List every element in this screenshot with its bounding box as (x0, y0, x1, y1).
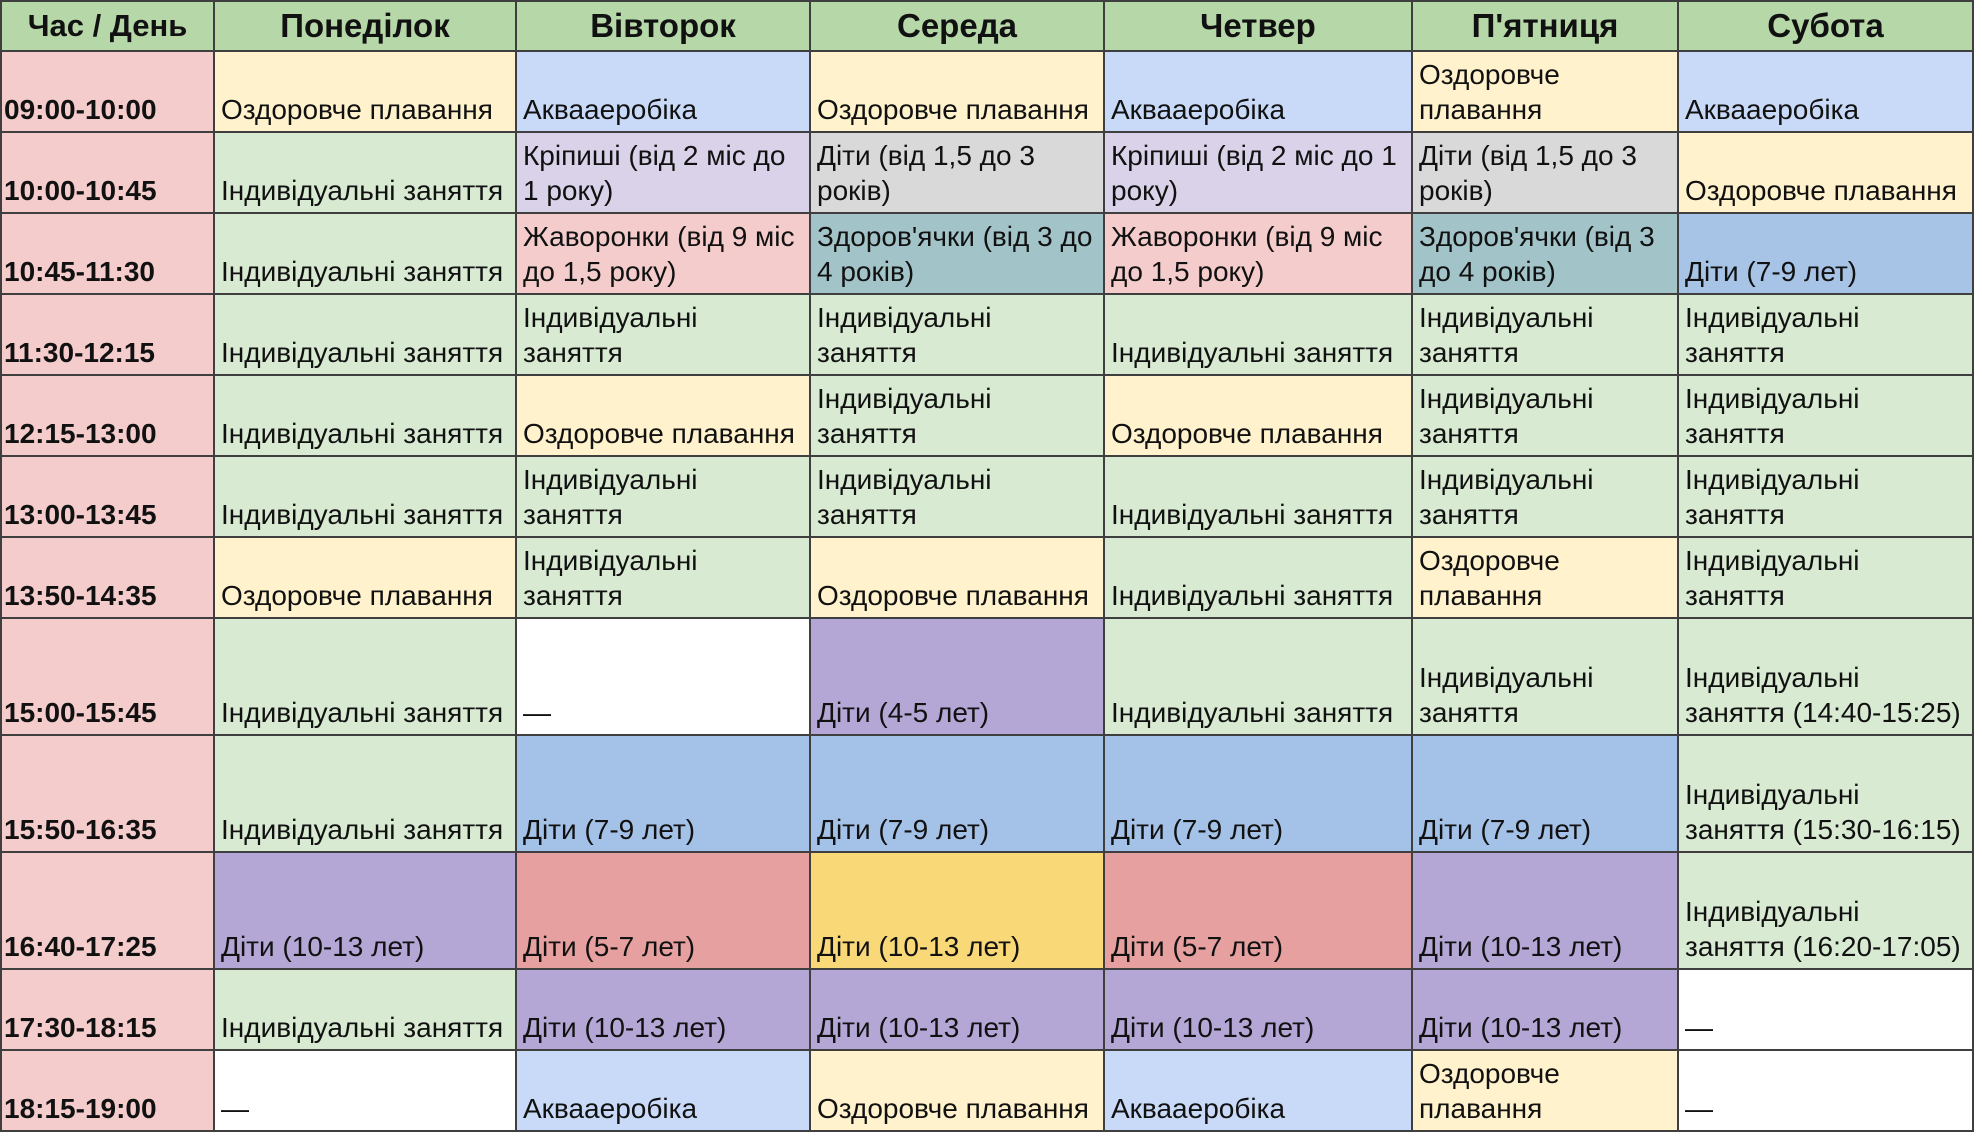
schedule-cell-mon[interactable]: Індивідуальні заняття (214, 294, 516, 375)
header-day-tue[interactable]: Вівторок (516, 1, 810, 51)
schedule-cell-mon[interactable]: Індивідуальні заняття (214, 969, 516, 1050)
schedule-cell-mon[interactable]: Індивідуальні заняття (214, 618, 516, 735)
table-row (1, 1050, 1973, 1131)
schedule-cell-thu[interactable]: Жаворонки (від 9 міс до 1,5 року) (1104, 213, 1412, 294)
header-day-sat[interactable]: Субота (1678, 1, 1973, 51)
time-slot-cell[interactable]: 11:30-12:15 (1, 294, 214, 375)
schedule-cell-tue[interactable]: Діти (10-13 лет) (516, 969, 810, 1050)
schedule-cell-fri[interactable]: Індивідуальні заняття (1412, 294, 1678, 375)
header-day-mon[interactable]: Понеділок (214, 1, 516, 51)
schedule-cell-sat[interactable]: Аквааеробіка (1678, 51, 1973, 132)
time-slot-cell[interactable]: 09:00-10:00 (1, 51, 214, 132)
schedule-cell-thu[interactable]: Індивідуальні заняття (1104, 294, 1412, 375)
schedule-cell-fri[interactable]: Оздоровче плавання (1412, 537, 1678, 618)
schedule-cell-mon[interactable]: Індивідуальні заняття (214, 213, 516, 294)
schedule-cell-tue[interactable]: Індивідуальні заняття (516, 294, 810, 375)
time-slot-cell[interactable]: 18:15-19:00 (1, 1050, 214, 1131)
schedule-cell-tue[interactable]: Діти (7-9 лет) (516, 735, 810, 852)
table-row (1, 456, 1973, 537)
schedule-cell-thu[interactable]: Діти (10-13 лет) (1104, 969, 1412, 1050)
schedule-cell-tue[interactable]: Оздоровче плавання (516, 375, 810, 456)
schedule-cell-fri[interactable]: Діти (від 1,5 до 3 років) (1412, 132, 1678, 213)
schedule-cell-mon[interactable]: — (214, 1050, 516, 1131)
schedule-cell-sat[interactable]: — (1678, 1050, 1973, 1131)
table-row (1, 735, 1973, 852)
schedule-cell-sat[interactable]: Індивідуальні заняття (15:30-16:15) (1678, 735, 1973, 852)
table-row (1, 294, 1973, 375)
schedule-cell-thu[interactable]: Кріпиші (від 2 міс до 1 року) (1104, 132, 1412, 213)
time-slot-cell[interactable]: 15:50-16:35 (1, 735, 214, 852)
schedule-cell-tue[interactable]: Кріпиші (від 2 міс до 1 року) (516, 132, 810, 213)
schedule-cell-wed[interactable]: Оздоровче плавання (810, 1050, 1104, 1131)
table-row (1, 969, 1973, 1050)
schedule-cell-sat[interactable]: Індивідуальні заняття (1678, 375, 1973, 456)
schedule-cell-sat[interactable]: Індивідуальні заняття (14:40-15:25) (1678, 618, 1973, 735)
table-row (1, 537, 1973, 618)
schedule-cell-thu[interactable]: Діти (7-9 лет) (1104, 735, 1412, 852)
schedule-cell-mon[interactable]: Індивідуальні заняття (214, 375, 516, 456)
table-row (1, 375, 1973, 456)
schedule-body (1, 51, 1973, 1131)
schedule-cell-thu[interactable]: Аквааеробіка (1104, 51, 1412, 132)
schedule-cell-fri[interactable]: Індивідуальні заняття (1412, 375, 1678, 456)
schedule-cell-mon[interactable]: Індивідуальні заняття (214, 735, 516, 852)
time-slot-cell[interactable]: 17:30-18:15 (1, 969, 214, 1050)
schedule-cell-sat[interactable]: Індивідуальні заняття (16:20-17:05) (1678, 852, 1973, 969)
schedule-cell-wed[interactable]: Оздоровче плавання (810, 537, 1104, 618)
schedule-cell-wed[interactable]: Діти (4-5 лет) (810, 618, 1104, 735)
time-slot-cell[interactable]: 12:15-13:00 (1, 375, 214, 456)
header-day-wed[interactable]: Середа (810, 1, 1104, 51)
schedule-cell-thu[interactable]: Індивідуальні заняття (1104, 537, 1412, 618)
schedule-cell-mon[interactable]: Діти (10-13 лет) (214, 852, 516, 969)
schedule-cell-wed[interactable]: Індивідуальні заняття (810, 294, 1104, 375)
header-day-thu[interactable]: Четвер (1104, 1, 1412, 51)
schedule-cell-fri[interactable]: Діти (7-9 лет) (1412, 735, 1678, 852)
schedule-cell-wed[interactable]: Здоров'ячки (від 3 до 4 років) (810, 213, 1104, 294)
schedule-cell-fri[interactable]: Індивідуальні заняття (1412, 618, 1678, 735)
schedule-cell-tue[interactable]: Аквааеробіка (516, 51, 810, 132)
schedule-cell-tue[interactable]: Жаворонки (від 9 міс до 1,5 року) (516, 213, 810, 294)
schedule-cell-sat[interactable]: Діти (7-9 лет) (1678, 213, 1973, 294)
schedule-cell-wed[interactable]: Діти (7-9 лет) (810, 735, 1104, 852)
schedule-cell-sat[interactable]: Індивідуальні заняття (1678, 537, 1973, 618)
time-slot-cell[interactable]: 10:45-11:30 (1, 213, 214, 294)
schedule-cell-wed[interactable]: Діти (від 1,5 до 3 років) (810, 132, 1104, 213)
schedule-cell-tue[interactable]: Діти (5-7 лет) (516, 852, 810, 969)
header-time-day[interactable]: Час / День (1, 1, 214, 51)
schedule-cell-fri[interactable]: Здоров'ячки (від 3 до 4 років) (1412, 213, 1678, 294)
schedule-cell-tue[interactable]: Індивідуальні заняття (516, 456, 810, 537)
schedule-cell-sat[interactable]: — (1678, 969, 1973, 1050)
schedule-cell-thu[interactable]: Оздоровче плавання (1104, 375, 1412, 456)
schedule-cell-thu[interactable]: Індивідуальні заняття (1104, 456, 1412, 537)
table-row (1, 51, 1973, 132)
schedule-cell-sat[interactable]: Індивідуальні заняття (1678, 294, 1973, 375)
table-row (1, 132, 1973, 213)
schedule-cell-fri[interactable]: Діти (10-13 лет) (1412, 969, 1678, 1050)
schedule-cell-tue[interactable]: Аквааеробіка (516, 1050, 810, 1131)
schedule-cell-wed[interactable]: Оздоровче плавання (810, 51, 1104, 132)
schedule-cell-tue[interactable]: Індивідуальні заняття (516, 537, 810, 618)
table-row (1, 213, 1973, 294)
schedule-cell-wed[interactable]: Діти (10-13 лет) (810, 852, 1104, 969)
schedule-cell-fri[interactable]: Діти (10-13 лет) (1412, 852, 1678, 969)
table-row (1, 618, 1973, 735)
schedule-cell-sat[interactable]: Оздоровче плавання (1678, 132, 1973, 213)
time-slot-cell[interactable]: 13:00-13:45 (1, 456, 214, 537)
schedule-cell-tue[interactable]: — (516, 618, 810, 735)
schedule-cell-wed[interactable]: Індивідуальні заняття (810, 375, 1104, 456)
schedule-cell-wed[interactable]: Індивідуальні заняття (810, 456, 1104, 537)
schedule-cell-mon[interactable]: Оздоровче плавання (214, 537, 516, 618)
table-row (1, 852, 1973, 969)
schedule-cell-thu[interactable]: Діти (5-7 лет) (1104, 852, 1412, 969)
schedule-cell-wed[interactable]: Діти (10-13 лет) (810, 969, 1104, 1050)
time-slot-cell[interactable]: 13:50-14:35 (1, 537, 214, 618)
header-day-fri[interactable]: П'ятниця (1412, 1, 1678, 51)
time-slot-cell[interactable]: 16:40-17:25 (1, 852, 214, 969)
schedule-cell-mon[interactable]: Індивідуальні заняття (214, 132, 516, 213)
schedule-cell-fri[interactable]: Індивідуальні заняття (1412, 456, 1678, 537)
time-slot-cell[interactable]: 15:00-15:45 (1, 618, 214, 735)
header-row (1, 1, 1973, 51)
schedule-cell-mon[interactable]: Індивідуальні заняття (214, 456, 516, 537)
schedule-cell-thu[interactable]: Аквааеробіка (1104, 1050, 1412, 1131)
schedule-cell-fri[interactable]: Оздоровче плавання (1412, 1050, 1678, 1131)
time-slot-cell[interactable]: 10:00-10:45 (1, 132, 214, 213)
schedule-cell-thu[interactable]: Індивідуальні заняття (1104, 618, 1412, 735)
schedule-cell-fri[interactable]: Оздоровче плавання (1412, 51, 1678, 132)
schedule-cell-sat[interactable]: Індивідуальні заняття (1678, 456, 1973, 537)
schedule-cell-mon[interactable]: Оздоровче плавання (214, 51, 516, 132)
